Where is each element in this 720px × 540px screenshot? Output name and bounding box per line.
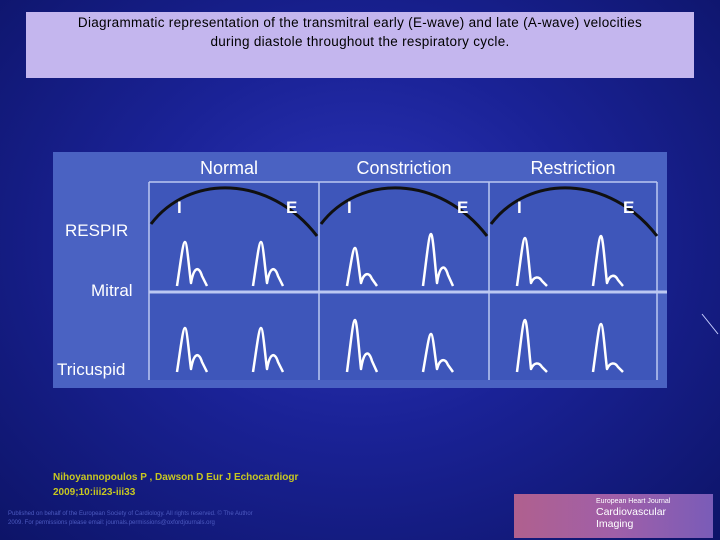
- doppler-diagram: [53, 152, 667, 388]
- diagram-inner-panel: [149, 182, 657, 380]
- citation-line-2: 2009;10:iii23-iii33: [53, 487, 136, 498]
- row-label-respir: RESPIR: [65, 221, 129, 240]
- journal-subtitle-1: Cardiovascular: [596, 506, 667, 518]
- expiration-label-restriction: E: [623, 198, 635, 217]
- title-line-1: Diagrammatic representation of the transmitral early (E-wave) and late (A-wave) velocities: [77, 15, 643, 30]
- inspiration-label-constriction: I: [347, 198, 352, 217]
- expiration-label-constriction: E: [457, 198, 469, 217]
- citation-line-1: Nihoyannopoulos P , Dawson D Eur J Echocardiogr: [53, 472, 299, 483]
- column-header-normal: Normal: [199, 158, 259, 178]
- inspiration-label-normal: I: [177, 198, 182, 217]
- inspiration-label-restriction: I: [517, 198, 522, 217]
- copyright-line-2: 2009. For permissions please email: journals.permissions@oxfordjournals.org: [8, 520, 215, 526]
- row-label-mitral: Mitral: [91, 281, 133, 300]
- column-header-constriction: Constriction: [356, 158, 452, 178]
- journal-subtitle-2: Imaging: [596, 518, 634, 530]
- expiration-label-normal: E: [286, 198, 298, 217]
- column-header-restriction: Restriction: [530, 158, 616, 178]
- citation: [53, 470, 298, 500]
- journal-name: European Heart Journal: [596, 498, 671, 505]
- copyright-notice: [8, 510, 253, 528]
- decorative-line: [700, 312, 720, 336]
- title-line-2: during diastole throughout the respiratory cycle.: [210, 34, 510, 49]
- slide-title: [26, 12, 694, 78]
- copyright-line-1: Published on behalf of the European Society of Cardiology. All rights reserved. © The Author: [8, 511, 253, 517]
- journal-logo: [514, 494, 713, 538]
- row-label-tricuspid: Tricuspid: [57, 360, 126, 379]
